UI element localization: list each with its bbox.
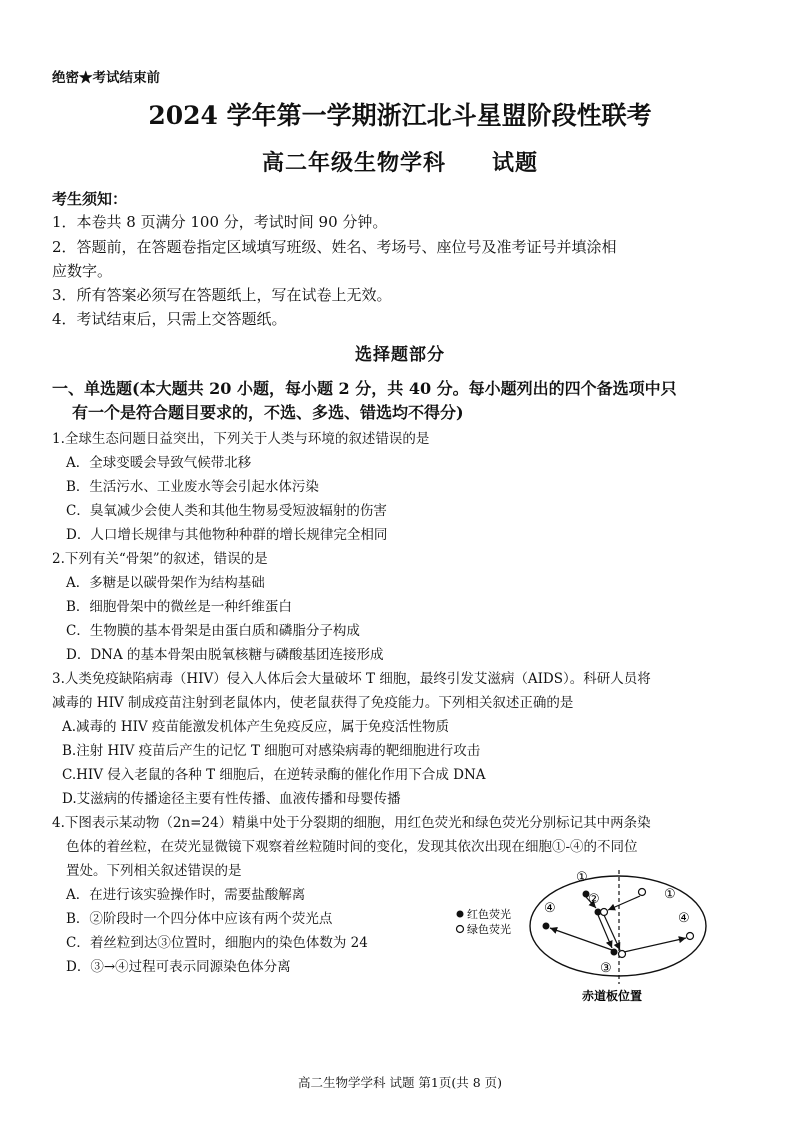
exam-subtitle: 高二年级生物学科 试题 [261, 150, 538, 176]
question-3-stem: 3.人类免疫缺陷病毒（HIV）侵入人体后会大量破坏 T 细胞，最终引发艾滋病（AIDS）。科研人员将 [52, 671, 651, 687]
page-footer: 高二生物学学科 试题 第1页(共 8 页) [297, 1075, 503, 1090]
question-3-option-a: A.减毒的 HIV 疫苗能激发机体产生免疫反应，属于免疫活性物质 [62, 719, 449, 735]
question-2-stem: 2.下列有关“骨架”的叙述，错误的是 [52, 551, 268, 567]
question-3-option-c: C.HIV 侵入老鼠的各种 T 细胞后，在逆转录酶的催化作用下合成 DNA [62, 767, 486, 783]
question-1-option-d: D．人口增长规律与其他物种种群的增长规律完全相同 [66, 527, 388, 543]
figure-caption: 赤道板位置 [582, 989, 643, 1003]
green-centromere-4 [687, 933, 694, 940]
red-centromere-4 [543, 923, 550, 930]
part-heading-cont: 有一个是符合题目要求的，不选、多选、错选均不得分) [72, 403, 464, 422]
question-4-stem-cont: 置处。下列相关叙述错误的是 [66, 863, 242, 879]
question-3-option-d: D.艾滋病的传播途径主要有性传播、血液传播和母婴传播 [62, 791, 401, 807]
stage-label: ① [664, 887, 676, 902]
stage-label: ④ [544, 901, 556, 916]
green-fluorescence-legend-dot [457, 926, 464, 933]
question-2-option-d: D．DNA 的基本骨架由脱氧核糖与磷酸基团连接形成 [66, 647, 384, 663]
question-4-stem-cont: 色体的着丝粒，在荧光显微镜下观察着丝粒随时间的变化，发现其依次出现在细胞①-④的不同位 [66, 839, 638, 855]
question-3-stem-cont: 减毒的 HIV 制成疫苗注射到老鼠体内，使老鼠获得了免疫能力。下列相关叙述正确的是 [52, 695, 574, 711]
question-1-option-b: B．生活污水、工业废水等会引起水体污染 [66, 479, 319, 495]
stage-label: ① [576, 870, 588, 885]
notice-heading: 考生须知： [52, 190, 128, 208]
question-2-option-c: C．生物膜的基本骨架是由蛋白质和磷脂分子构成 [66, 623, 360, 639]
notice-item: 应数字。 [52, 262, 113, 280]
question-4-option-a: A．在进行该实验操作时，需要盐酸解离 [66, 887, 306, 903]
notice-item: 3．所有答案必须写在答题纸上，写在试卷上无效。 [52, 286, 392, 304]
section-title: 选择题部分 [355, 345, 445, 365]
exam-title: 2024 学年第一学期浙江北斗星盟阶段性联考 [148, 101, 652, 130]
question-1-stem: 1.全球生态问题日益突出，下列关于人类与环境的叙述错误的是 [52, 431, 430, 447]
green-centromere-1 [639, 889, 646, 896]
legend-green-label: 绿色荧光 [467, 923, 511, 936]
stage-label: ④ [678, 911, 690, 926]
green-centromere-2 [601, 909, 608, 916]
question-2-option-a: A．多糖是以碳骨架作为结构基础 [66, 575, 265, 591]
notice-item: 2．答题前，在答题卷指定区域填写班级、姓名、考场号、座位号及准考证号并填涂相 [52, 238, 617, 256]
question-4-option-c: C．着丝粒到达③位置时，细胞内的染色体数为 24 [66, 935, 368, 951]
stage-label: ② [588, 892, 600, 907]
red-fluorescence-legend-dot [457, 911, 464, 918]
question-3-option-b: B.注射 HIV 疫苗后产生的记忆 T 细胞可对感染病毒的靶细胞进行攻击 [62, 743, 481, 759]
stage-label: ③ [600, 961, 612, 976]
cell-division-figure [452, 866, 712, 1006]
part-heading: 一、单选题(本大题共 20 小题，每小题 2 分，共 40 分。每小题列出的四个备选项中只 [52, 379, 677, 398]
question-1-option-a: A．全球变暖会导致气候带北移 [66, 455, 252, 471]
question-4-option-b: B．②阶段时一个四分体中应该有两个荧光点 [66, 911, 333, 927]
question-1-option-c: C．臭氧减少会使人类和其他生物易受短波辐射的伤害 [66, 503, 387, 519]
question-4-option-d: D．③→④过程可表示同源染色体分离 [66, 959, 291, 975]
question-4-stem: 4.下图表示某动物（2n=24）精巢中处于分裂期的细胞，用红色荧光和绿色荧光分别标记其中两条染 [52, 815, 651, 831]
legend-red-label: 红色荧光 [467, 908, 511, 921]
question-2-option-b: B．细胞骨架中的微丝是一种纤维蛋白 [66, 599, 292, 615]
confidential-label: 绝密★考试结束前 [52, 70, 160, 86]
notice-item: 1．本卷共 8 页满分 100 分，考试时间 90 分钟。 [52, 213, 388, 231]
notice-item: 4．考试结束后，只需上交答题纸。 [52, 310, 287, 328]
cell-outline [530, 876, 706, 976]
